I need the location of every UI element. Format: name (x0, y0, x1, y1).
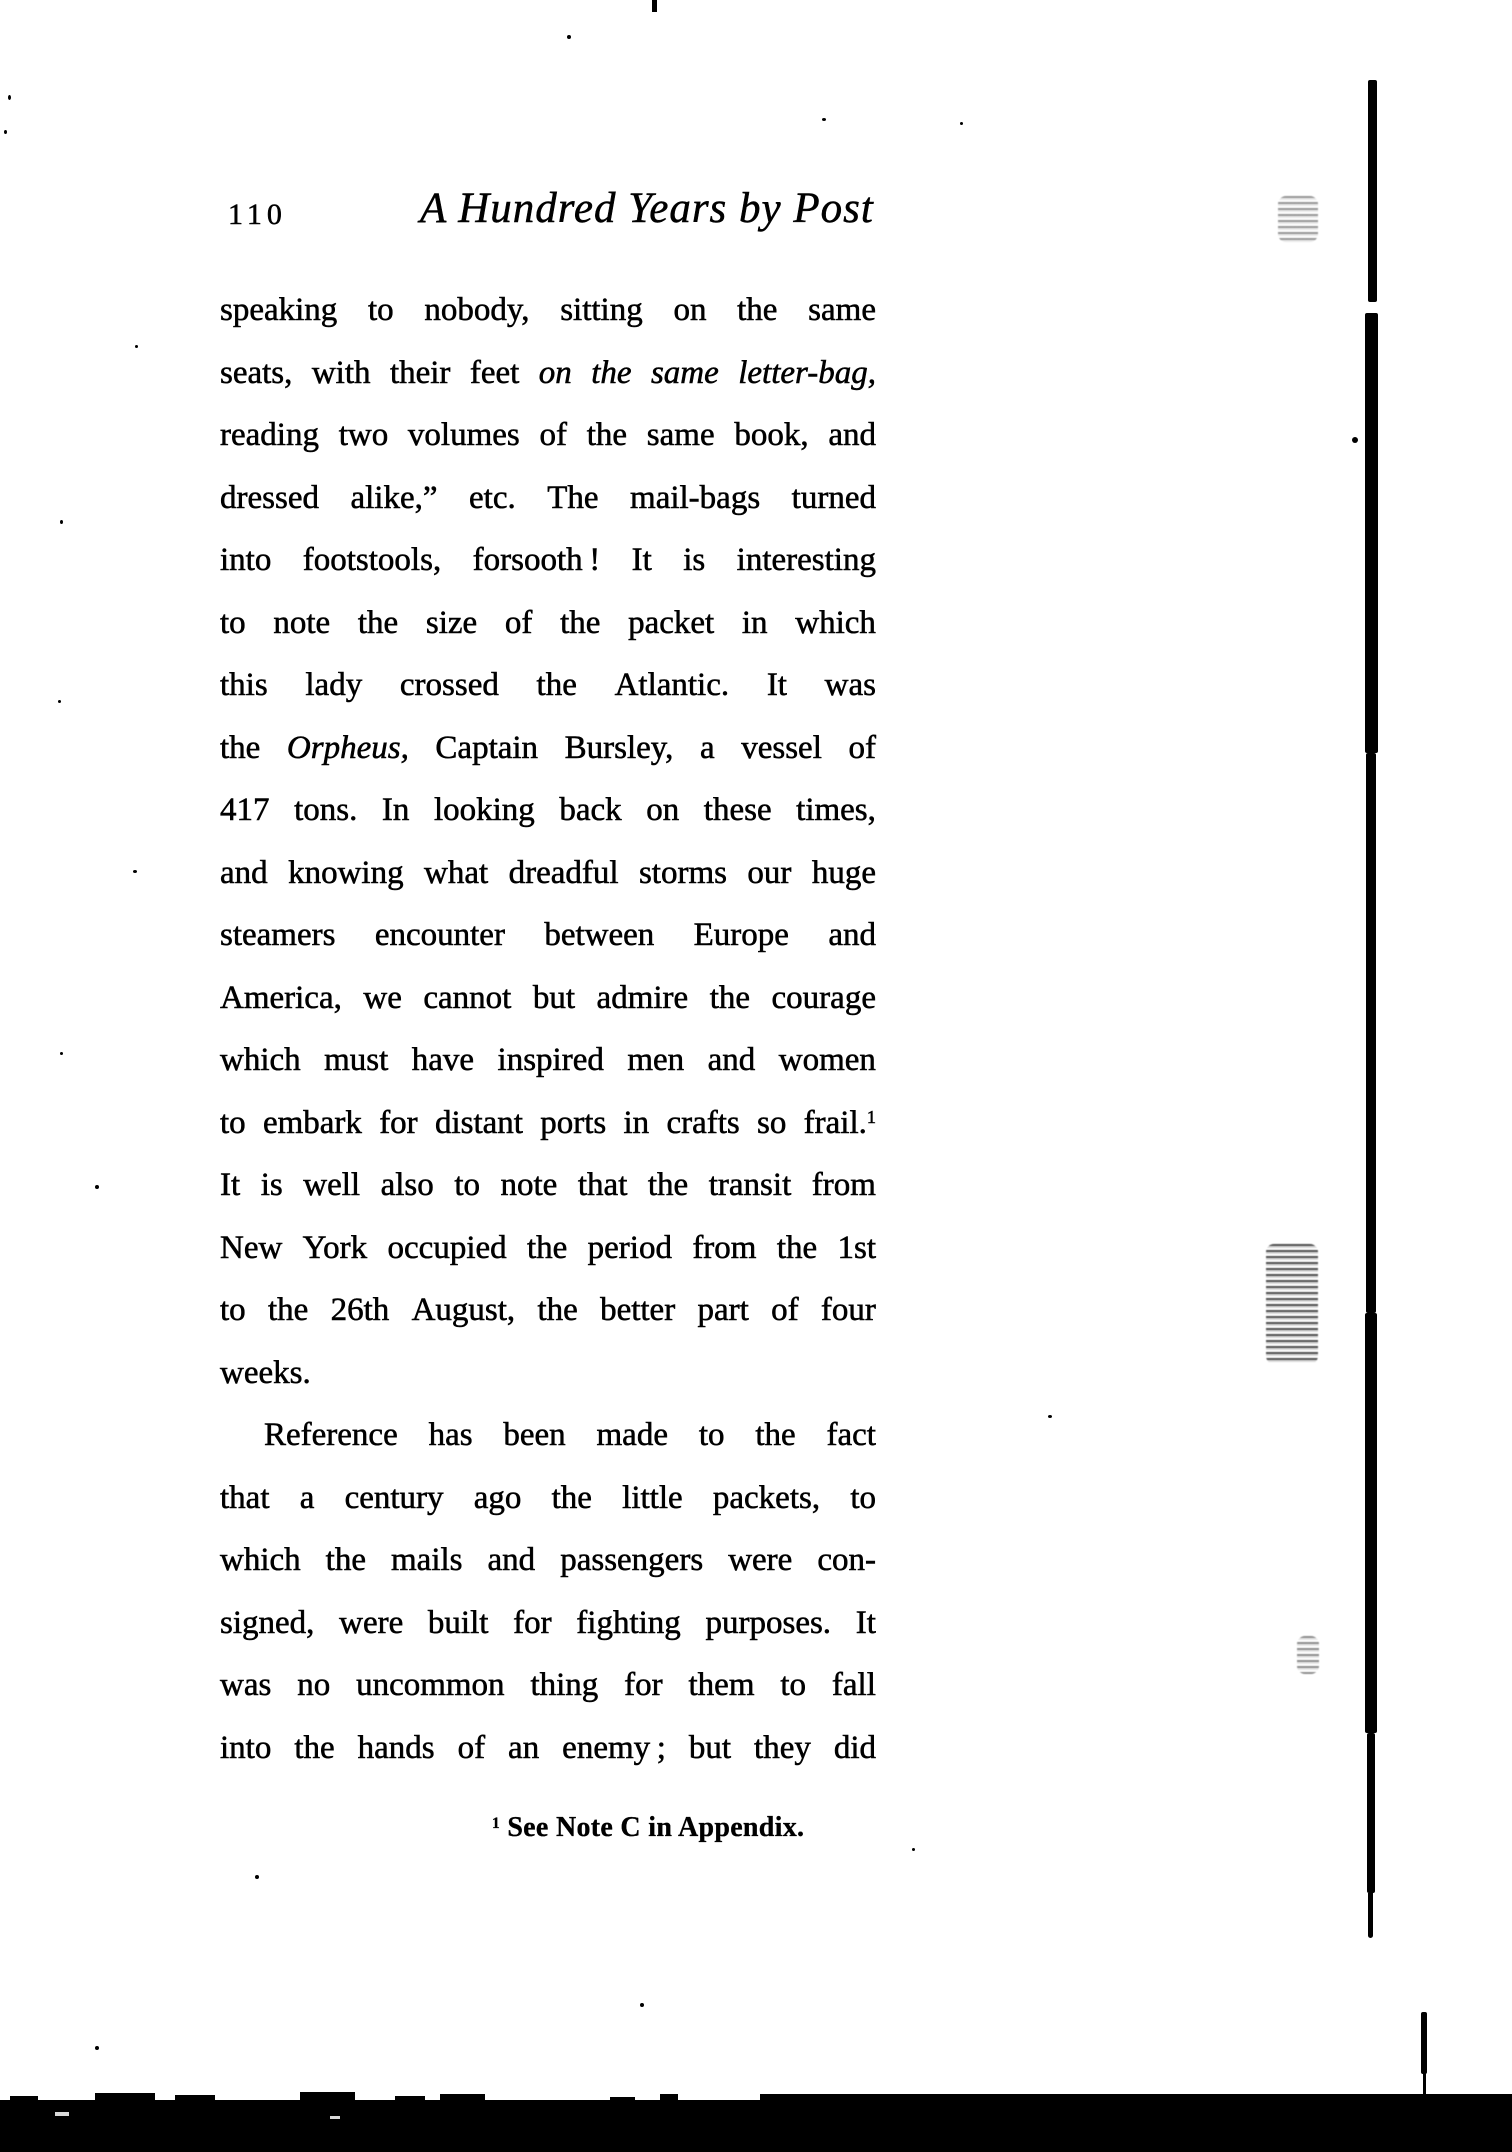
word: storms (638, 854, 727, 891)
word: a (699, 729, 715, 766)
text-line (220, 967, 876, 1030)
scan-artifact-vertical-bar (1368, 80, 1377, 302)
word: turned (791, 479, 876, 516)
word: to (220, 604, 246, 641)
word: occupied (387, 1229, 507, 1266)
bottom-scan-bar-dash (610, 2097, 635, 2103)
word: frail.$^1$ (803, 1104, 876, 1141)
word: back (559, 792, 622, 828)
word: dreadful (508, 854, 619, 891)
word: men (627, 1042, 685, 1078)
word: on (646, 792, 680, 828)
scan-speck (1352, 437, 1358, 443)
word: the (737, 292, 778, 328)
word: them (688, 1667, 755, 1703)
text-line (220, 279, 876, 342)
scan-artifact-vertical-bar (1368, 1893, 1373, 1938)
word: Atlantic. (614, 667, 730, 703)
word: two (338, 417, 389, 453)
word: from (811, 1167, 876, 1203)
word: these (703, 792, 772, 828)
word: was (824, 667, 876, 703)
word: crossed (399, 667, 499, 703)
text-line (220, 592, 876, 655)
word: the (551, 1479, 592, 1516)
word: New (220, 1229, 283, 1266)
word: Bursley, (564, 729, 674, 766)
word: ago (473, 1479, 522, 1516)
word: Captain (435, 729, 539, 766)
word: were (339, 1604, 404, 1641)
word: women (778, 1042, 876, 1078)
italic-word: the (591, 354, 632, 391)
scan-smudge (1297, 1636, 1319, 1674)
word: the (586, 417, 628, 453)
italic-word: on (538, 354, 572, 391)
bottom-scan-bar-dash (175, 2095, 215, 2102)
word: of (457, 1729, 486, 1766)
word: The (547, 479, 599, 516)
word: sitting (560, 292, 643, 328)
italic-word: same (650, 354, 719, 391)
word: thing (530, 1667, 599, 1703)
word: interesting (736, 542, 876, 578)
text-line (220, 904, 876, 967)
word: that (220, 1479, 270, 1516)
word: the (294, 1729, 335, 1766)
word: reading (220, 417, 319, 453)
word: encounter (374, 917, 505, 953)
word: but (532, 979, 576, 1016)
word: which (795, 604, 876, 641)
text-line (220, 529, 876, 592)
word: courage (771, 979, 876, 1016)
word: into (220, 542, 272, 578)
word: transit (708, 1167, 792, 1203)
word: feet (469, 354, 520, 391)
word: they (754, 1729, 811, 1766)
scan-speck (912, 1848, 915, 1851)
word: for (513, 1604, 552, 1641)
bottom-bar-white-mark (330, 2116, 340, 2119)
bottom-scan-bar-dash (95, 2093, 155, 2101)
scan-speck (133, 870, 137, 873)
word: the (647, 1167, 689, 1203)
scan-speck (1048, 1415, 1052, 1418)
word: In (381, 792, 410, 828)
text-line (220, 1404, 876, 1467)
word: was (220, 1667, 272, 1703)
scan-speck (95, 1185, 99, 1189)
word: dressed (220, 479, 319, 516)
footnote-reference: 1 (866, 1106, 876, 1127)
word: weeks. (220, 1354, 311, 1391)
bottom-scan-bar-dash (10, 2096, 38, 2102)
word: the (325, 1542, 366, 1578)
word: on (673, 292, 707, 328)
word: into (220, 1729, 272, 1766)
word: to (850, 1479, 876, 1516)
italic-word: Orpheus, (286, 729, 409, 766)
word: fall (831, 1667, 876, 1703)
word: the (755, 1417, 796, 1453)
footnote-text: See Note C in Appendix. (507, 1812, 805, 1843)
word: to (698, 1417, 725, 1453)
word: ports (540, 1104, 607, 1141)
word: hands (357, 1729, 435, 1766)
bottom-scan-bar-dash (395, 2096, 425, 2102)
word: our (747, 854, 792, 891)
word: the (776, 1229, 818, 1266)
word: for (624, 1667, 663, 1703)
word: fact (826, 1417, 876, 1453)
word: is (260, 1167, 283, 1203)
word: of (539, 417, 567, 453)
word: did (833, 1729, 876, 1766)
word: embark (262, 1104, 362, 1141)
word: this (220, 667, 268, 703)
word: footstools, (302, 542, 442, 578)
word: distant (434, 1104, 523, 1141)
word: It (766, 667, 787, 703)
word: a (299, 1479, 315, 1516)
text-line (220, 842, 876, 905)
text-line (220, 717, 876, 780)
scan-speck (567, 35, 571, 39)
word: we (363, 979, 402, 1016)
word: Reference (264, 1417, 398, 1453)
word: 26th (330, 1292, 390, 1328)
scan-speck (60, 520, 63, 524)
text-line (220, 1592, 876, 1655)
word: the (357, 604, 399, 641)
scan-artifact-vertical-tick (1421, 2012, 1427, 2074)
word: and (707, 1042, 756, 1078)
word: which (220, 1542, 301, 1578)
word: mails (391, 1542, 463, 1578)
word: built (427, 1604, 489, 1641)
word: book, (734, 417, 809, 453)
word: passengers (560, 1542, 704, 1578)
scan-speck (8, 95, 11, 100)
text-line (220, 1217, 876, 1280)
scan-speck (58, 700, 61, 703)
word: the (537, 1292, 578, 1328)
word: size (425, 604, 478, 641)
word: forsooth ! (472, 542, 601, 578)
word: that (577, 1167, 628, 1203)
word: of (848, 729, 876, 766)
word: etc. (469, 479, 516, 516)
scan-speck (60, 1052, 63, 1055)
word: enemy ; (562, 1729, 666, 1766)
word: note (500, 1167, 558, 1203)
word: fighting (576, 1604, 681, 1641)
scan-speck (4, 130, 7, 134)
word: an (508, 1729, 540, 1766)
word: is (683, 542, 706, 578)
word: vessel (741, 729, 822, 766)
word: their (389, 354, 451, 391)
word: were (728, 1542, 793, 1578)
word: signed, (220, 1604, 315, 1641)
scan-artifact-vertical-bar (1365, 313, 1378, 753)
word: has (428, 1417, 473, 1453)
word: mail-bags (630, 479, 761, 516)
word: Europe (693, 917, 789, 953)
footnote (492, 1812, 804, 1844)
text-line (220, 779, 876, 842)
scan-speck (135, 345, 138, 348)
footnote-marker: 1 (492, 1814, 500, 1832)
word: 417 (220, 792, 270, 828)
word: same (808, 292, 876, 328)
text-line (220, 1529, 876, 1592)
word: must (324, 1042, 389, 1078)
italic-word: letter-bag, (738, 354, 876, 391)
scan-speck (822, 118, 826, 121)
word: York (302, 1229, 368, 1266)
word: for (379, 1104, 418, 1141)
word: the (220, 729, 261, 766)
text-line (220, 342, 876, 405)
text-line (220, 1092, 876, 1155)
word: It (855, 1604, 876, 1641)
word: the (526, 1229, 568, 1266)
word: what (424, 854, 489, 891)
word: century (344, 1479, 444, 1516)
word: cannot (423, 979, 512, 1016)
word: speaking (220, 292, 338, 328)
text-line (220, 1154, 876, 1217)
word: uncommon (356, 1667, 505, 1703)
scan-speck (95, 2046, 99, 2050)
word: to (220, 1292, 246, 1328)
word: but (688, 1729, 732, 1766)
word: to (220, 1104, 246, 1141)
text-line (220, 404, 876, 467)
word: also (380, 1167, 434, 1203)
bottom-scan-bar-edge (760, 2094, 1512, 2102)
word: America, (220, 979, 342, 1016)
word: con- (817, 1542, 876, 1578)
word: four (820, 1292, 876, 1328)
scan-artifact-vertical-bar (1367, 1733, 1375, 1893)
word: and (828, 417, 876, 453)
word: times, (796, 792, 876, 828)
bottom-scan-bar-dash (440, 2094, 485, 2102)
scan-smudge (1278, 196, 1318, 242)
word: have (411, 1042, 475, 1078)
scan-artifact-vertical-bar (1366, 753, 1376, 1313)
scan-speck (255, 1875, 259, 1879)
word: knowing (288, 854, 404, 891)
word: so (757, 1104, 787, 1141)
body-text (220, 279, 876, 1779)
word: no (297, 1667, 331, 1703)
word: part (697, 1292, 749, 1328)
word: It (631, 542, 652, 578)
word: It (220, 1167, 241, 1203)
word: better (600, 1292, 676, 1328)
word: to (368, 292, 394, 328)
word: huge (811, 854, 876, 891)
word: little (622, 1479, 683, 1516)
word: in (623, 1104, 650, 1141)
word: of (771, 1292, 799, 1328)
text-line (220, 1279, 876, 1342)
word: with (311, 354, 371, 391)
word: between (544, 917, 655, 953)
running-header-title: A Hundred Years by Post (420, 185, 874, 232)
word: 1st (837, 1229, 876, 1266)
word: crafts (666, 1104, 740, 1141)
scan-artifact-vertical-tick (1423, 2070, 1426, 2096)
word: and (487, 1542, 536, 1578)
word: been (503, 1417, 566, 1453)
word: lady (305, 667, 363, 703)
word: to (780, 1667, 807, 1703)
scan-speck (640, 2003, 644, 2007)
text-line (220, 1654, 876, 1717)
word: packets, (712, 1479, 821, 1516)
word: admire (596, 979, 689, 1016)
word: alike,” (350, 479, 438, 516)
word: tons. (294, 792, 358, 828)
page-number: 110 (228, 198, 287, 231)
word: volumes (407, 417, 520, 453)
word: the (560, 604, 601, 641)
scan-smudge (1266, 1244, 1318, 1364)
word: to (454, 1167, 480, 1203)
word: nobody, (424, 292, 530, 328)
word: period (587, 1229, 672, 1266)
text-line (220, 1342, 876, 1405)
word: made (596, 1417, 668, 1453)
text-line (220, 1717, 876, 1780)
bottom-scan-bar (0, 2100, 1512, 2152)
word: well (303, 1167, 361, 1203)
word: from (692, 1229, 757, 1266)
word: and (828, 917, 876, 953)
word: looking (433, 792, 535, 828)
word: seats, (220, 354, 293, 391)
word: steamers (220, 917, 336, 953)
scan-speck (960, 122, 963, 125)
word: of (504, 604, 533, 641)
word: the (709, 979, 751, 1016)
word: purposes. (705, 1604, 832, 1641)
text-line (220, 467, 876, 530)
word: the (267, 1292, 309, 1328)
word: in (741, 604, 768, 641)
bottom-bar-white-mark (55, 2112, 69, 2116)
word: which (220, 1042, 301, 1078)
text-line (220, 1467, 876, 1530)
word: note (273, 604, 331, 641)
word: same (646, 417, 715, 453)
word: August, (411, 1292, 516, 1328)
scan-artifact-vertical-bar (1365, 1313, 1377, 1733)
word: packet (628, 604, 715, 641)
word: inspired (497, 1042, 604, 1078)
scan-artifact-top-tick (652, 0, 657, 12)
word: the (536, 667, 577, 703)
word: and (220, 854, 268, 891)
text-line (220, 1029, 876, 1092)
bottom-scan-bar-dash (300, 2092, 355, 2101)
text-line (220, 654, 876, 717)
bottom-scan-bar-dash (660, 2094, 678, 2101)
